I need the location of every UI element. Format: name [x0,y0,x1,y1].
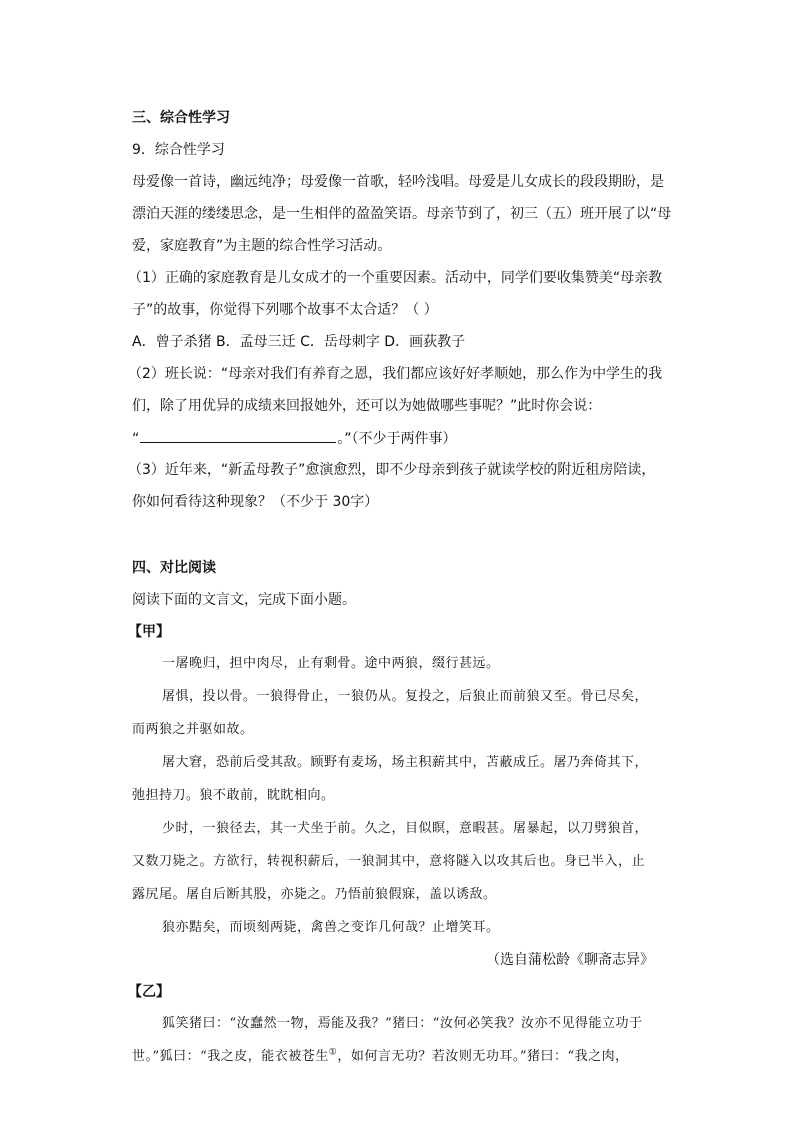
q3-line-2: 你如何看待这种现象？（不少于 30字） [132,494,379,510]
question-9-title: 9．综合性学习 [132,142,225,158]
footnote-marker: ① [328,1047,338,1058]
section-4-instruction: 阅读下面的文言文，完成下面小题。 [132,592,356,608]
intro-line-3: 爱，家庭教育”为主题的综合性学习活动。 [132,238,392,254]
jia-source: （选自蒲松龄《聊斋志异》 [486,952,654,968]
intro-line-2: 漂泊天涯的缕缕思念，是一生相伴的盈盈笑语。母亲节到了，初三（五）班开展了以“母 [132,206,672,222]
yi-line-2 [132,1047,629,1067]
jia-line-9: 狼亦黠矣，而顷刻两毙，禽兽之变诈几何哉？止增笑耳。 [162,920,500,935]
q2-answer-blank[interactable] [140,428,336,443]
q1-line-1: （1）正确的家庭教育是儿女成才的一个重要因素。活动中，同学们要收集赞美“母亲教 [128,270,663,286]
yi-label: 【乙】 [128,984,170,1000]
jia-line-6: 少时，一狼径去，其一犬坐于前。久之，目似瞑，意暇甚。屠暴起，以刀劈狼首， [162,821,649,836]
yi-line-2-part-b: ，如何言无功？若汝则无功耳。”猪曰：“我之肉， [337,1049,629,1064]
jia-line-7: 又数刀毙之。方欲行，转视积薪后，一狼洞其中，意将隧入以攻其后也。身已半入，止 [132,854,646,869]
jia-line-5: 弛担持刀。狼不敢前，眈眈相向。 [132,788,335,803]
q2-line-1: （2）班长说：“母亲对我们有养育之恩，我们都应该好好孝顺她，那么作为中学生的我 [128,366,663,382]
jia-label: 【甲】 [128,624,170,640]
q3-line-1: （3）近年来，“新孟母教子”愈演愈烈，即不少母亲到孩子就读学校的附近租房陪读， [128,462,656,478]
jia-line-4: 屠大窘，恐前后受其敌。顾野有麦场，场主积薪其中，苫蔽成丘。屠乃奔倚其下， [162,755,649,770]
q2-line-2: 们，除了用优异的成绩来回报她外，还可以为她做哪些事呢？”此时你会说： [132,398,602,414]
jia-line-2: 屠惧，投以骨。一狼得骨止，一狼仍从。复投之，后狼止而前狼又至。骨已尽矣， [162,689,649,704]
q2-open-quote: “ [132,431,140,447]
q1-line-2: 子”的故事，你觉得下列哪个故事不太合适？（ ） [132,302,438,318]
jia-line-3: 而两狼之并驱如故。 [132,722,254,737]
section-4-heading: 四、对比阅读 [132,560,216,576]
section-3-heading: 三、综合性学习 [132,110,230,126]
yi-line-2-part-a: 世。”狐曰：“我之皮，能衣被苍生 [132,1049,329,1064]
q2-close-text: 。”（不少于两件事） [337,431,457,447]
q2-answer-line [132,428,457,449]
intro-line-1: 母爱像一首诗，幽远纯净；母爱像一首歌，轻吟浅唱。母爱是儿女成长的段段期盼，是 [132,174,664,190]
jia-line-1: 一屠晚归，担中肉尽，止有剩骨。途中两狼，缀行甚远。 [162,656,500,671]
q1-options: A．曾子杀猪 B．孟母三迁 C．岳母刺字 D．画荻教子 [132,334,466,350]
jia-line-8: 露尻尾。屠自后断其股，亦毙之。乃悟前狼假寐，盖以诱敌。 [132,887,497,902]
yi-line-1: 狐笑猪曰：“汝蠢然一物，焉能及我？”猪曰：“汝何必笑我？汝亦不见得能立功于 [162,1016,643,1031]
